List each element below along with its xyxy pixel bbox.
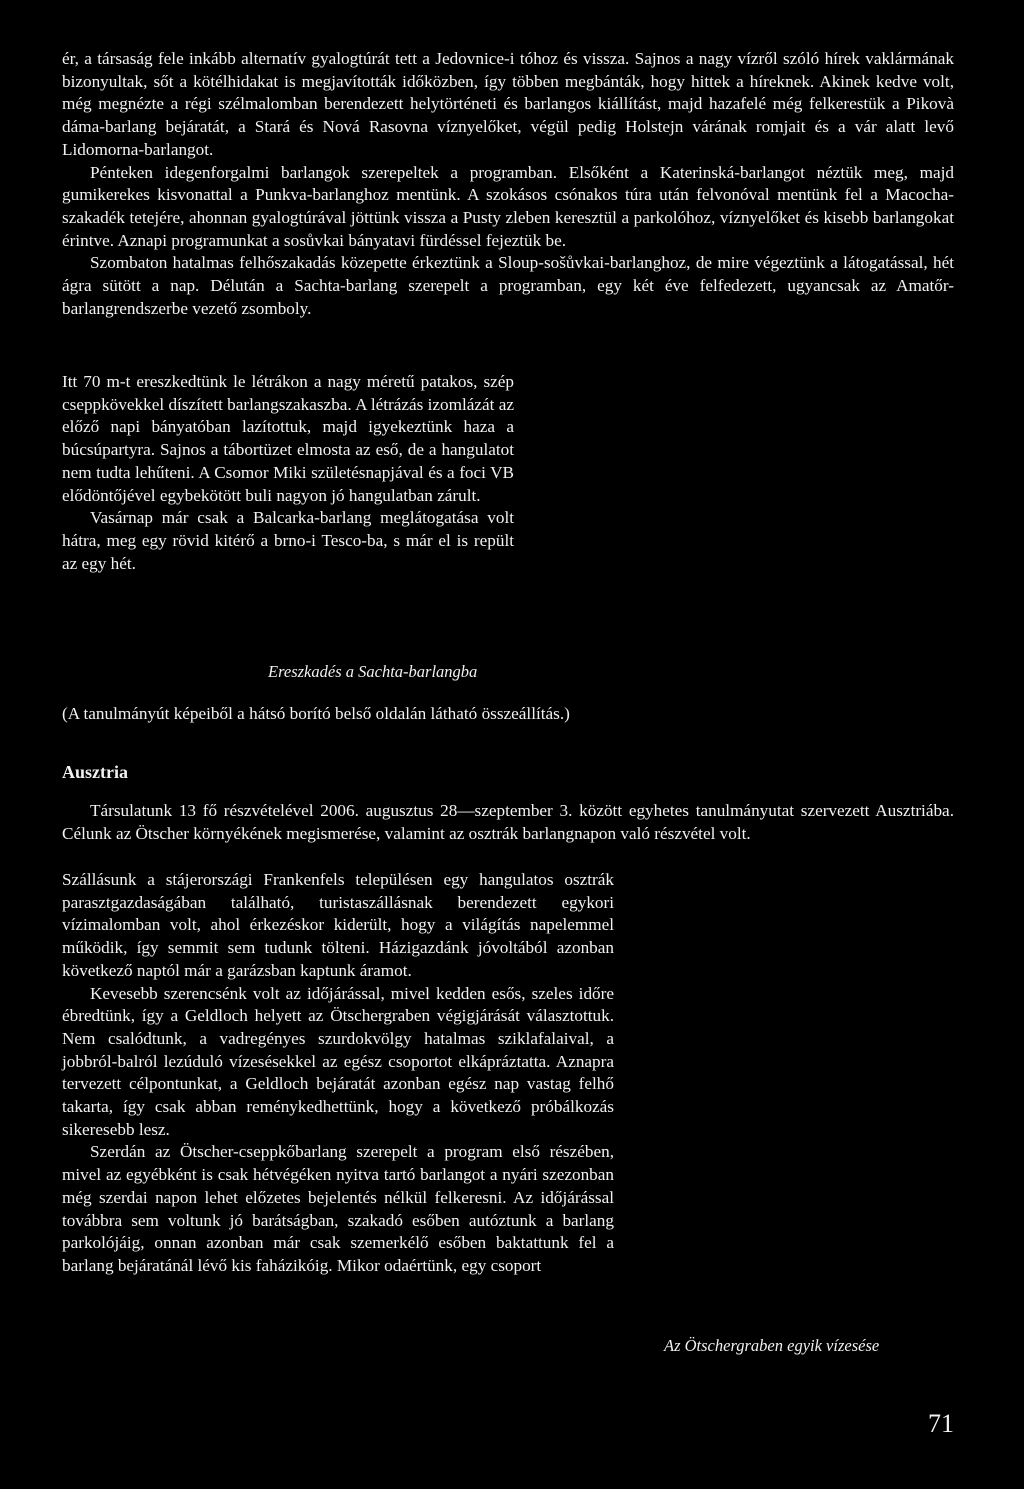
paragraph: Társulatunk 13 fő részvételével 2006. augusztus 28—szeptember 3. között egyhetes tanulmányutat szervezett Ausztriába. Célunk az Ötscher környékének megismerése, valamint az osztrák barlangnapon való részvétel volt. bbox=[62, 801, 954, 843]
section2-intro bbox=[62, 800, 954, 845]
paragraph: Vasárnap már csak a Balcarka-barlang meglátogatása volt hátra, meg egy rövid kitérő a brno-i Tesco-ba, s már el is repült az egy hét. bbox=[62, 508, 514, 573]
section-heading: Ausztria bbox=[62, 762, 128, 782]
paragraph: Szombaton hatalmas felhőszakadás közepette érkeztünk a Sloup-sošůvkai-barlanghoz, de mire végeztünk a látogatással, hét ágra sütött a nap. Délután a Sachta-barlang szerepelt a programban, egy két éve felfedezett, ugyancsak az Amatőr-barlangrendszerbe vezető zsomboly. bbox=[62, 253, 954, 318]
paragraph: Pénteken idegenforgalmi barlangok szerepeltek a programban. Elsőként a Katerinská-barlangot néztük meg, majd gumikerekes kisvonattal a Punkva-barlanghoz mentünk. A szokásos csónakos túra után felvonóval mentünk fel a Macocha-szakadék tetejére, ahonnan gyalogtúrával jöttünk vissza a Pusty zleben keresztül a parkolóhoz, víznyelőket és kisebb barlangokat érintve. Aznapi programunkat a sosůvkai bányatavi fürdéssel fejeztük be. bbox=[62, 162, 954, 250]
figure-caption: Az Ötschergraben egyik vízesése bbox=[664, 1336, 880, 1355]
photo-note: (A tanulmányút képeiből a hátsó borító belső oldalán látható összeállítás.) bbox=[62, 704, 570, 723]
section2-narrow-text bbox=[62, 869, 614, 1278]
paragraph: Szerdán az Ötscher-cseppkőbarlang szerepelt a program első részében, mivel az egyébként is csak hétvégéken nyitva tartó barlangot a nyári szezonban még szerdai napon lehet előzetes bejelentés nélkül felkeresni. Az időjárással továbbra sem voltunk jó barátságban, szakadó esőben autóztunk a barlang parkolójáig, onnan azonban már csak szemerkélő esőben baktattunk fel a barlang bejáratánál lévő kis faházikóig. Mikor odaértünk, egy csoport bbox=[62, 1142, 614, 1275]
paragraph: Kevesebb szerencsénk volt az időjárással, mivel kedden esős, szeles időre ébredtünk, így a Geldloch helyett az Ötschergraben végigjárását választottuk. Nem csalódtunk, a vadregényes szurdokvölgy hatalmas sziklafalaival, a jobbról-balról lezúduló vízesésekkel az egész csoportot elkápráztatta. Aznapra tervezett célpontunkat, a Geldloch bejáratát azonban egész nap vastag felhő takarta, így csak abban reménykedhettünk, hogy a következő próbálkozás sikeresebb lesz. bbox=[62, 983, 614, 1139]
paragraph: Itt 70 m-t ereszkedtünk le létrákon a nagy méretű patakos, szép cseppkövekkel díszített barlangszakaszba. A létrázás izomlázát az előző napi bányatóban lazítottuk, majd igyekeztünk haza a búcsúpartyra. Sajnos a tábortüzet elmosta az eső, de a hangulatot nem tudta lehűteni. A Csomor Miki születésnapjával és a foci VB elődöntőjével egybekötött buli nagyon jó hangulatban zárult. bbox=[62, 372, 514, 505]
figure-caption: Ereszkadés a Sachta-barlangba bbox=[268, 662, 478, 681]
paragraph: ér, a társaság fele inkább alternatív gyalogtúrát tett a Jedovnice-i tóhoz és vissza. Sajnos a nagy vízről szóló hírek vaklármának bizonyultak, sőt a kötélhidakat is megjavították időközben, így többen megbánták, hogy hittek a híreknek. Akinek kedve volt, még megnézte a régi szélmalomban berendezett helytörténeti és barlangos kiállítást, majd hazafelé még felkerestük a Pikovà dáma-barlang bejáratát, a Stará és Nová Rasovna víznyelőket, végül pedig Holstejn várának romjait és a vár alatt levő Lidomorna-barlangot. bbox=[62, 49, 954, 159]
section1-narrow-text bbox=[62, 371, 514, 575]
section1-wide-text bbox=[62, 48, 954, 320]
page-number: 71 bbox=[928, 1409, 954, 1438]
paragraph: Szállásunk a stájerországi Frankenfels településen egy hangulatos osztrák parasztgazdaságában található, turistaszállásnak berendezett egykori vízimalomban volt, ahol érkezéskor kiderült, hogy a világítás napelemmel működik, így semmit sem tudunk tölteni. Házigazdánk jóvoltából azonban következő naptól már a garázsban kaptunk áramot. bbox=[62, 870, 614, 980]
